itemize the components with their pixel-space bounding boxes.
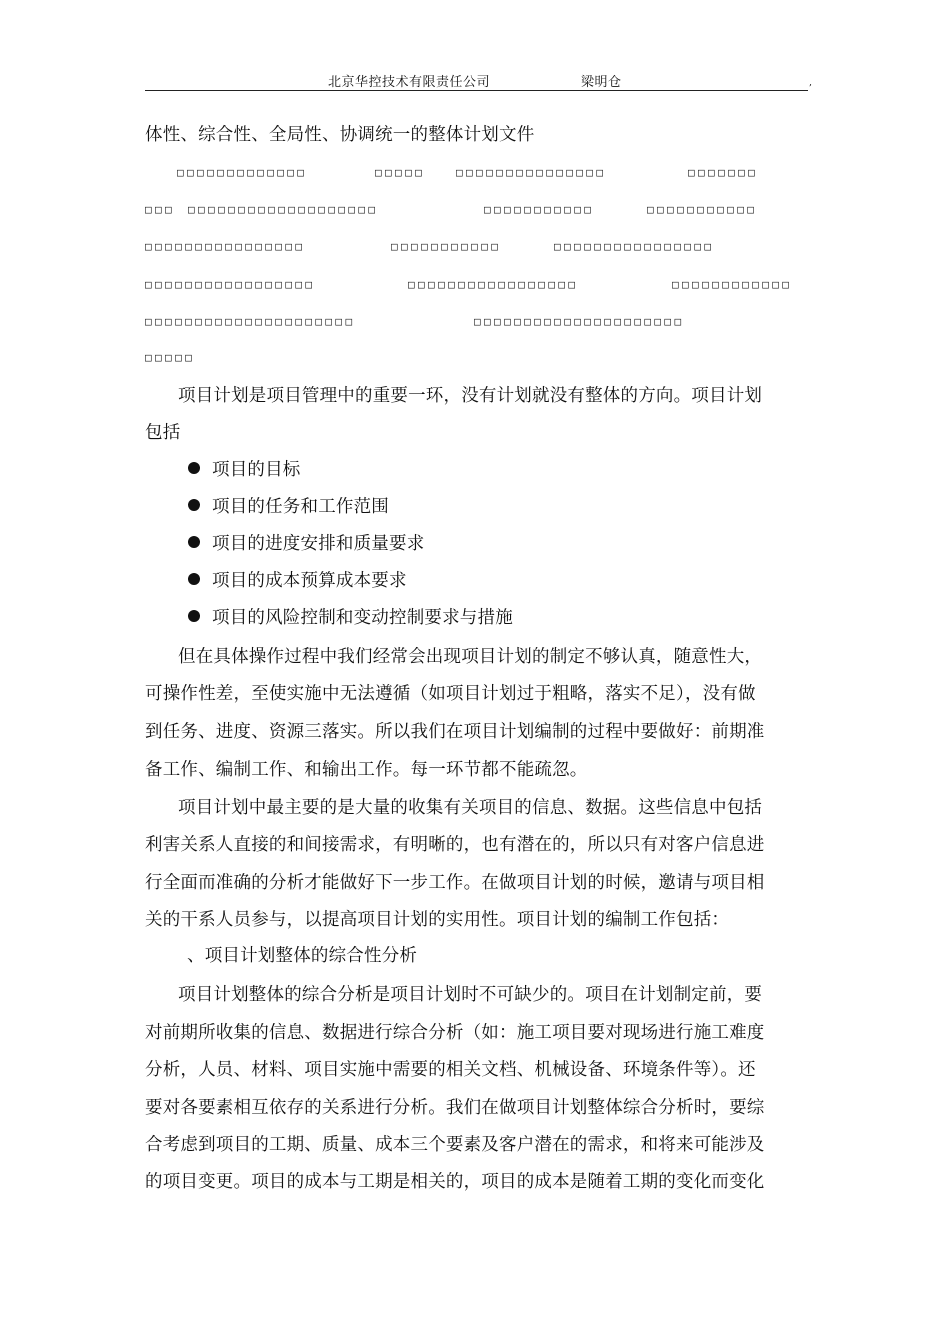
bullet-item: 项目的任务和工作范围 (212, 497, 389, 517)
header-company: 北京华控技术有限责任公司 (328, 75, 491, 90)
garbled-text: □□□□□ (375, 166, 426, 179)
paragraph-3-line: 利害关系人直接的和间接需求，有明晰的，也有潜在的，所以只有对客户信息进 (145, 835, 765, 855)
paragraph-2-line: 备工作、编制工作、和输出工作。每一环节都不能疏忽。 (145, 760, 588, 780)
garbled-text: □□□□□□□□□□□□□□□□□ (145, 278, 316, 291)
bullet-dot-icon (188, 536, 200, 548)
garbled-text: □□□ (145, 203, 176, 216)
garbled-text: □□□□□□□□□□□□□ (177, 166, 308, 179)
garbled-text: □□□□□□□□□□□ (647, 203, 758, 216)
garbled-text: □□□□□□□□□□□□□□□□ (554, 240, 715, 253)
garbled-text: □□□□□□□□□□□ (391, 240, 502, 253)
paragraph-1-line: 包括 (145, 423, 181, 443)
garbled-text: □□□□□□□□□□□□□□□□□□□□□ (474, 315, 685, 328)
garbled-text: □□□□□□□□□□□□□□□□□□□□□ (145, 315, 356, 328)
paragraph-1-line: 项目计划是项目管理中的重要一环，没有计划就没有整体的方向。项目计划 (178, 386, 763, 406)
paragraph-2-line: 但在具体操作过程中我们经常会出现项目计划的制定不够认真，随意性大， (178, 647, 763, 667)
garbled-text: □□□□□□□ (688, 166, 759, 179)
paragraph-4-line: 分析，人员、材料、项目实施中需要的相关文档、机械设备、环境条件等）。还 (145, 1060, 756, 1080)
paragraph-3-line: 行全面而准确的分析才能做好下一步工作。在做项目计划的时候，邀请与项目相 (145, 873, 765, 893)
paragraph-4-line: 项目计划整体的综合分析是项目计划时不可缺少的。项目在计划制定前，要 (178, 985, 763, 1005)
paragraph-2-line: 到任务、进度、资源三落实。所以我们在项目计划编制的过程中要做好：前期准 (145, 722, 765, 742)
bullet-item: 项目的进度安排和质量要求 (212, 534, 425, 554)
paragraph-4-line: 要对各要素相互依存的关系进行分析。我们在做项目计划整体综合分析时，要综 (145, 1098, 765, 1118)
intro-line: 体性、综合性、全局性、协调统一的整体计划文件 (145, 125, 535, 145)
garbled-text: □□□□□□□□□□□□□□□□□ (408, 278, 579, 291)
garbled-text: □□□□□ (145, 351, 196, 364)
bullet-dot-icon (188, 462, 200, 474)
paragraph-4-line: 的项目变更。项目的成本与工期是相关的，项目的成本是随着工期的变化而变化 (145, 1172, 765, 1192)
garbled-text: □□□□□□□□□□□ (484, 203, 595, 216)
bullet-dot-icon (188, 573, 200, 585)
paragraph-3-line: 关的干系人员参与，以提高项目计划的实用性。项目计划的编制工作包括： (145, 910, 730, 930)
bullet-item: 项目的成本预算成本要求 (212, 571, 407, 591)
paragraph-3-line: 项目计划中最主要的是大量的收集有关项目的信息、数据。这些信息中包括 (178, 798, 763, 818)
bullet-item: 项目的目标 (212, 460, 301, 480)
paragraph-4-line: 合考虑到项目的工期、质量、成本三个要素及客户潜在的需求，和将来可能涉及 (145, 1135, 765, 1155)
garbled-text: □□□□□□□□□□□□ (672, 278, 793, 291)
header-author: 梁明仓 (581, 75, 622, 90)
garbled-text: □□□□□□□□□□□□□□□□□□□ (188, 203, 379, 216)
paragraph-4-line: 对前期所收集的信息、数据进行综合分析（如：施工项目要对现场进行施工难度 (145, 1023, 765, 1043)
header-mark: , (809, 78, 812, 88)
bullet-dot-icon (188, 499, 200, 511)
bullet-dot-icon (188, 610, 200, 622)
section-heading: 、项目计划整体的综合性分析 (187, 946, 418, 966)
bullet-item: 项目的风险控制和变动控制要求与措施 (212, 608, 513, 628)
paragraph-2-line: 可操作性差，至使实施中无法遵循（如项目计划过于粗略，落实不足），没有做 (145, 684, 756, 704)
garbled-text: □□□□□□□□□□□□□□□□ (145, 240, 306, 253)
garbled-text: □□□□□□□□□□□□□□□ (456, 166, 607, 179)
page-header (145, 64, 812, 91)
